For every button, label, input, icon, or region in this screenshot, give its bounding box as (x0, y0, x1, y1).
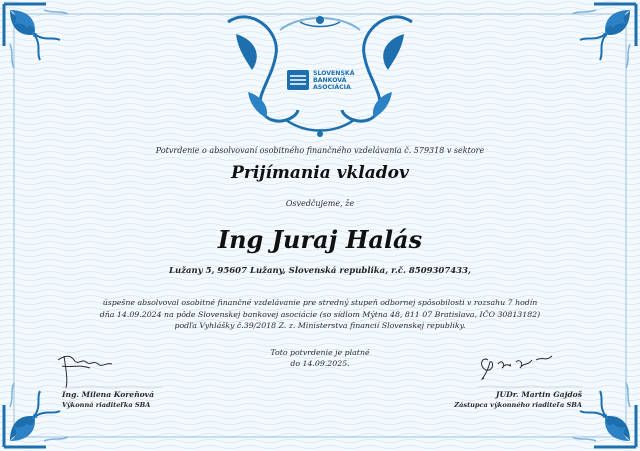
svg-text:ASOCIÁCIA: ASOCIÁCIA (313, 84, 351, 91)
certificate-body (88, 297, 552, 332)
recipient-name: Ing Juraj Halás (217, 225, 423, 254)
body-line: podľa Vyhlášky č.39/2018 Z. z. Ministerstva financií Slovenskej republiky. (174, 321, 466, 330)
certify-phrase: Osvedčujeme, že (285, 199, 355, 208)
sba-logo (287, 70, 309, 90)
certificate-sector-title: Prijímania vkladov (231, 163, 409, 183)
recipient-address: Lužany 5, 95607 Lužany, Slovenská republika, r.č. 8509307433, (169, 266, 471, 276)
body-line: úspešne absolvoval osobitné finančné vzdelávanie pre stredný stupeň odbornej spôsobilosti v rozsahu 7 hodín (102, 298, 538, 307)
svg-text:BANKOVÁ: BANKOVÁ (313, 77, 347, 84)
validity-date: do 14.09.2025. (290, 359, 350, 368)
signatory-right-role: Zástupca výkonného riaditeľa SBA (454, 401, 582, 409)
validity-note (220, 347, 420, 369)
body-line: dňa 14.09.2024 na pôde Slovenskej bankovej asociácie (so sídlom Mýtna 48, 811 07 Bratislava, IČO 30813182) (99, 309, 541, 319)
signatory-left-name: Ing. Milena Koreňová (62, 390, 155, 399)
signatory-left-role: Výkonná riaditeľka SBA (62, 401, 151, 409)
signatory-right-name: JUDr. Martin Gajdoš (495, 390, 582, 399)
certificate-intro: Potvrdenie o absolvovaní osobitného finančného vzdelávania č. 579318 v sektore (155, 146, 485, 155)
svg-text:SLOVENSKÁ: SLOVENSKÁ (313, 70, 355, 77)
validity-line: Toto potvrdenie je platné (270, 348, 370, 357)
